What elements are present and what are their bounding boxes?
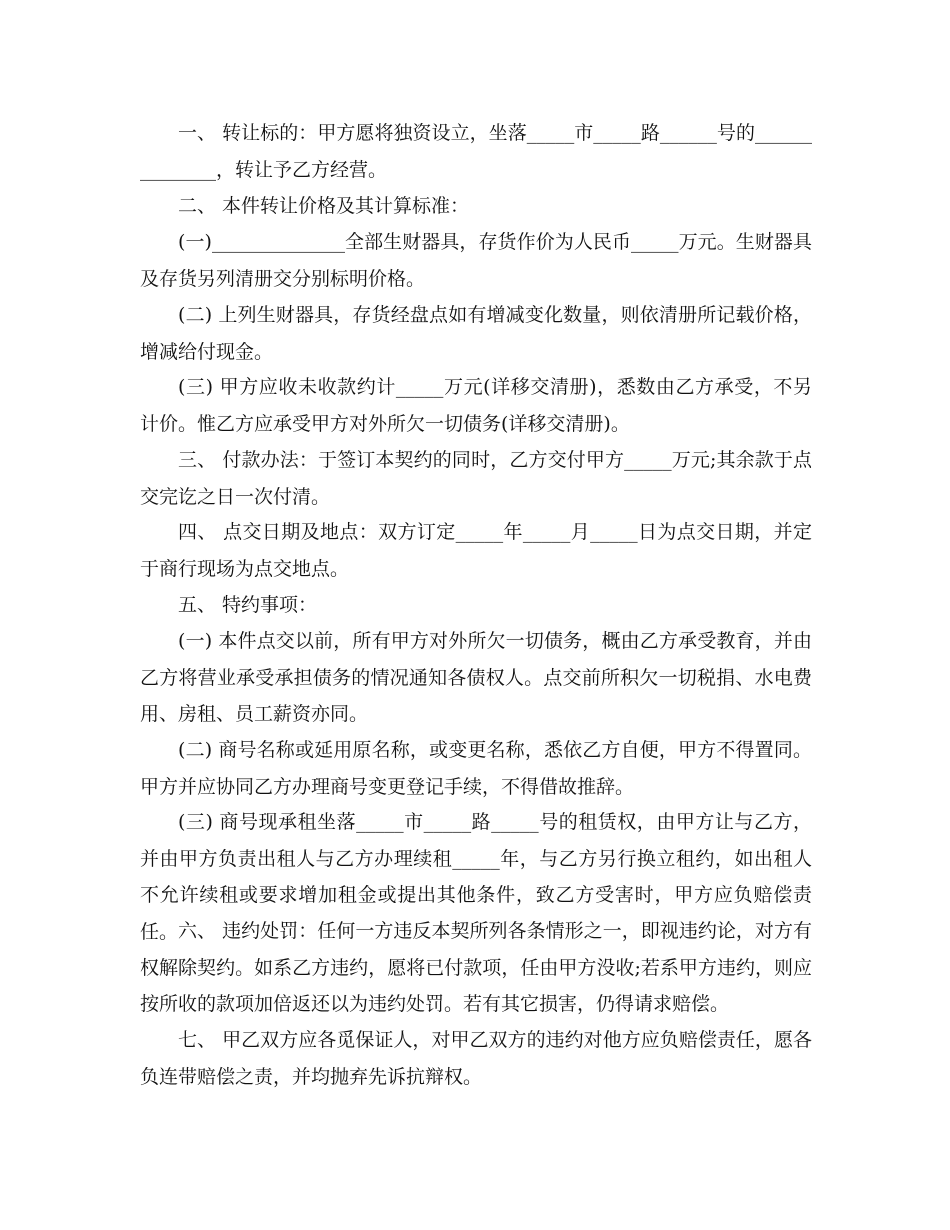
clause-5-special-heading: 五、 特约事项： bbox=[178, 594, 318, 616]
clause-5-item-3: (三) 商号现承租坐落_____市_____路_____号的租赁权，由甲方让与乙方，并由甲方负责出租人与乙方办理续租_____年，与乙方另行换立租约，如出租人不允许续租或要求增加租金或提出其他条件，致乙方受害时，甲方应负赔偿责任。 bbox=[140, 811, 812, 943]
clause-2-item-3: (三) 甲方应收未收款约计_____万元(详移交清册)，悉数由乙方承受，不另计价。惟乙方应承受甲方对外所欠一切债务(详移交清册)。 bbox=[140, 376, 812, 435]
clause-5-item-2: (二) 商号名称或延用原名称，或变更名称，悉依乙方自便，甲方不得置同。甲方并应协同乙方办理商号变更登记手续，不得借故推辞。 bbox=[140, 739, 812, 798]
clause-2-price-heading: 二、 本件转让价格及其计算标准： bbox=[178, 195, 470, 217]
clause-2-item-1: (一)______________全部生财器具，存货作价为人民币_____万元。生财器具及存货另列清册交分别标明价格。 bbox=[140, 231, 812, 290]
clause-4-handover: 四、 点交日期及地点：双方订定_____年_____月_____日为点交日期，并定于商行现场为点交地点。 bbox=[140, 521, 812, 580]
clause-6-penalty: 六、 违约处罚：任何一方违反本契所列各条情形之一，即视违约论，对方有权解除契约。如系乙方违约，愿将已付款项，任由甲方没收;若系甲方违约，则应按所收的款项加倍返还以为违约处罚。若有其它损害，仍得请求赔偿。 bbox=[140, 920, 812, 1015]
clause-7-guarantor: 七、 甲乙双方应各觅保证人，对甲乙双方的违约对他方应负赔偿责任，愿各负连带赔偿之责，并均抛弃先诉抗辩权。 bbox=[140, 1029, 812, 1088]
clause-5-item-1: (一) 本件点交以前，所有甲方对外所欠一切债务，概由乙方承受教育，并由乙方将营业承受承担债务的情况通知各债权人。点交前所积欠一切税捐、水电费用、房租、员工薪资亦同。 bbox=[140, 630, 812, 725]
clause-2-item-2: (二) 上列生财器具，存货经盘点如有增减变化数量，则依清册所记载价格，增减给付现金。 bbox=[140, 304, 812, 363]
clause-1-transfer-object: 一、 转让标的：甲方愿将独资设立，坐落_____市_____路______号的______________，转让予乙方经营。 bbox=[140, 122, 812, 181]
clause-3-payment: 三、 付款办法：于签订本契约的同时，乙方交付甲方_____万元;其余款于点交完讫之日一次付清。 bbox=[140, 449, 812, 508]
